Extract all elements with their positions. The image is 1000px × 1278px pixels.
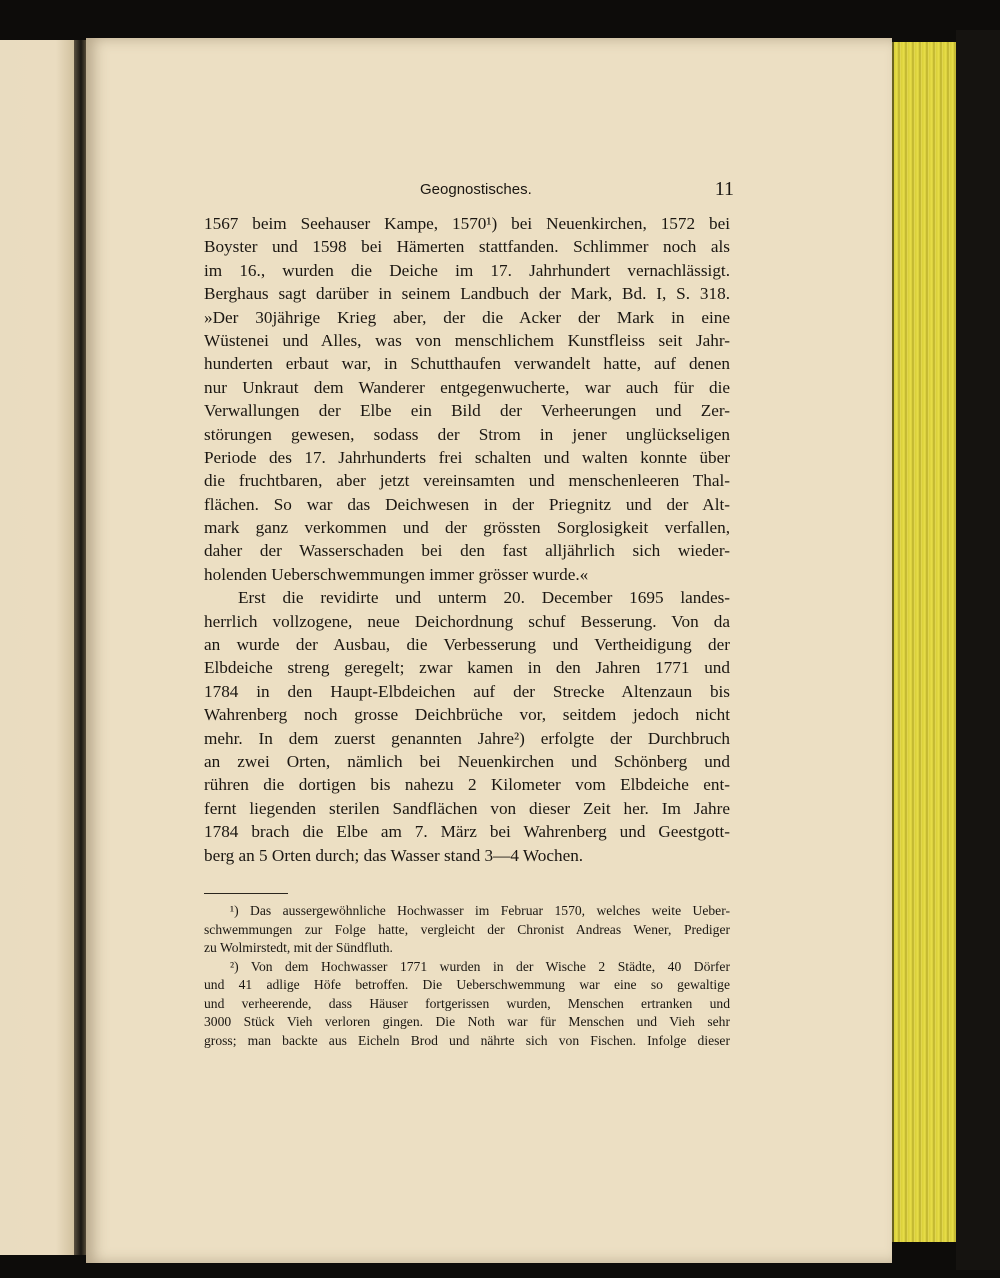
text-line: »Der 30jährige Krieg aber, der die Acker der Mark in eine: [204, 307, 730, 327]
text-line: 1784 in den Haupt-Elbdeichen auf der Strecke Altenzaun bis: [204, 681, 730, 701]
text-line: Berghaus sagt darüber in seinem Landbuch der Mark, Bd. I, S. 318.: [204, 284, 730, 304]
footnote-line: schwemmungen zur Folge hatte, vergleicht der Chronist Andreas Wener, Prediger: [204, 921, 730, 937]
text-line: nur Unkraut dem Wanderer entgegenwucherte, war auch für die: [204, 377, 730, 397]
text-line: rühren die dortigen bis nahezu 2 Kilometer vom Elbdeiche ent-: [204, 775, 730, 795]
text-line: 1567 beim Seehauser Kampe, 1570¹) bei Neuenkirchen, 1572 bei: [204, 214, 730, 233]
text-line: hunderten erbaut war, in Schutthaufen verwandelt hatte, auf denen: [204, 354, 730, 374]
left-page-edge: [0, 40, 80, 1255]
text-line: fernt liegenden sterilen Sandflächen von dieser Zeit her. Im Jahre: [204, 798, 730, 818]
footnote-line: ¹) Das aussergewöhnliche Hochwasser im Februar 1570, welches weite Ueber-: [230, 903, 730, 918]
text-line: Erst die revidirte und unterm 20. December 1695 landes-: [238, 588, 730, 608]
text-line: 1784 brach die Elbe am 7. März bei Wahrenberg und Geestgott-: [204, 822, 730, 842]
text-line: Periode des 17. Jahrhunderts frei schalten und walten konnte über: [204, 447, 730, 467]
text-line: herrlich vollzogene, neue Deichordnung schuf Besserung. Von da: [204, 611, 730, 631]
text-line: berg an 5 Orten durch; das Wasser stand 3—4 Wochen.: [204, 845, 584, 865]
text-line: die fruchtbaren, aber jetzt vereinsamten und menschenleeren Thal-: [204, 471, 730, 491]
text-line: flächen. So war das Deichwesen in der Priegnitz und der Alt-: [204, 494, 730, 514]
body-text: [204, 212, 730, 867]
footnote-line: gross; man backte aus Eicheln Brod und nährte sich von Fischen. Infolge dieser: [204, 1032, 730, 1048]
text-line: mark ganz verkommen und der grössten Sorglosigkeit verfallen,: [204, 518, 730, 538]
text-line: Elbdeiche streng geregelt; zwar kamen in den Jahren 1771 und: [204, 658, 730, 678]
footnote-rule: [204, 893, 288, 894]
text-line: Boyster und 1598 bei Hämerten stattfanden. Schlimmer noch als: [204, 237, 730, 257]
text-line: störungen gewesen, sodass der Strom in jener unglückseligen: [204, 424, 730, 444]
text-line: Wahrenberg noch grosse Deichbrüche vor, seitdem jedoch nicht: [204, 705, 730, 725]
running-title: Geognostisches.: [420, 181, 532, 198]
footnote-line: zu Wolmirstedt, mit der Sündfluth.: [204, 940, 393, 955]
book-cover-edge: [956, 30, 1000, 1270]
page-number: 11: [714, 178, 734, 200]
footnote-line: 3000 Stück Vieh verloren gingen. Die Noth war für Menschen und Vieh sehr: [204, 1014, 730, 1029]
text-line: im 16., wurden die Deiche im 17. Jahrhundert vernachlässigt.: [204, 260, 730, 280]
text-line: an wurde der Ausbau, die Verbesserung und Vertheidigung der: [204, 635, 730, 655]
text-line: mehr. In dem zuerst genannten Jahre²) erfolgte der Durchbruch: [204, 728, 730, 748]
text-line: daher der Wasserschaden bei den fast alljährlich sich wieder-: [204, 541, 730, 561]
gilt-page-edges: [892, 42, 958, 1242]
text-line: Verwallungen der Elbe ein Bild der Verheerungen und Zer-: [204, 401, 730, 421]
text-line: Wüstenei und Alles, was von menschlichem Kunstfleiss seit Jahr-: [204, 330, 730, 350]
text-line: an zwei Orten, nämlich bei Neuenkirchen und Schönberg und: [204, 751, 730, 771]
footnote-line: und verheerende, dass Häuser fortgerissen wurden, Menschen ertranken und: [204, 995, 730, 1011]
footnotes: [204, 902, 730, 1050]
text-line: holenden Ueberschwemmungen immer grösser wurde.«: [204, 564, 589, 584]
footnote-line: ²) Von dem Hochwasser 1771 wurden in der Wische 2 Städte, 40 Dörfer: [230, 958, 730, 974]
footnote-line: und 41 adlige Höfe betroffen. Die Ueberschwemmung war eine so gewaltige: [204, 977, 730, 992]
running-head: [204, 178, 734, 204]
